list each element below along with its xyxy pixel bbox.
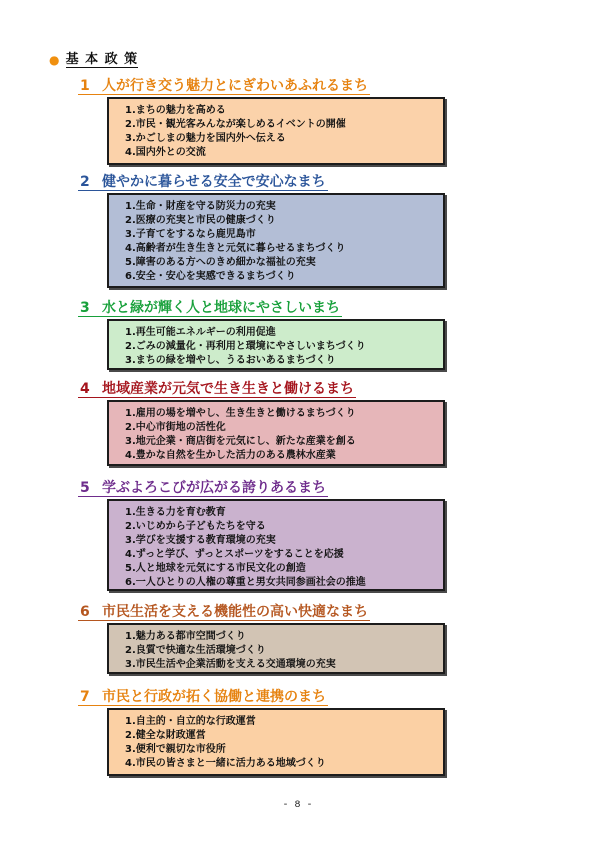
policy-item: 4.市民の皆さまと一緒に活力ある地域づくり xyxy=(125,758,326,769)
policy-item: 4.ずっと学び、ずっとスポーツをすることを応援 xyxy=(125,549,344,560)
page-header xyxy=(49,52,138,68)
policy-title: 市民と行政が拓く協働と連携のまち xyxy=(102,689,326,705)
policy-box-6 xyxy=(107,623,445,674)
policy-number: 2 xyxy=(80,174,90,190)
policy-item: 2.健全な財政運営 xyxy=(125,730,206,741)
policy-title: 地域産業が元気で生き生きと働けるまち xyxy=(102,381,354,397)
policy-heading-7 xyxy=(78,690,328,706)
policy-number: 6 xyxy=(80,604,90,620)
policy-item: 3.まちの緑を増やし、うるおいあるまちづくり xyxy=(125,355,336,366)
policy-item: 3.子育てをするなら鹿児島市 xyxy=(125,229,256,240)
policy-item: 1.自主的・自立的な行政運営 xyxy=(125,716,256,727)
policy-number: 3 xyxy=(80,300,90,316)
policy-title: 学ぶよろこびが広がる誇りあるまち xyxy=(102,480,326,496)
policy-box-4 xyxy=(107,400,445,466)
policy-title: 人が行き交う魅力とにぎわいあふれるまち xyxy=(102,78,368,94)
policy-item: 3.便利で親切な市役所 xyxy=(125,744,226,755)
policy-heading-4 xyxy=(78,382,356,398)
policy-item: 5.人と地球を元気にする市民文化の創造 xyxy=(125,563,306,574)
page-title: 基 本 政 策 xyxy=(65,52,139,67)
policy-item: 6.安全・安心を実感できるまちづくり xyxy=(125,271,296,282)
policy-number: 4 xyxy=(80,381,90,397)
policy-number: 7 xyxy=(80,689,90,705)
policy-item: 2.医療の充実と市民の健康づくり xyxy=(125,215,276,226)
policy-box-2 xyxy=(107,193,445,288)
policy-item: 3.かごしまの魅力を国内外へ伝える xyxy=(125,133,286,144)
policy-heading-5 xyxy=(78,481,328,497)
policy-box-7 xyxy=(107,708,445,776)
policy-item: 6.一人ひとりの人権の尊重と男女共同参画社会の推進 xyxy=(125,577,366,588)
policy-item: 2.中心市街地の活性化 xyxy=(125,422,226,433)
policy-heading-1 xyxy=(78,79,370,95)
policy-item: 3.市民生活や企業活動を支える交通環境の充実 xyxy=(125,659,336,670)
policy-number: 1 xyxy=(80,78,90,94)
policy-title: 市民生活を支える機能性の高い快適なまち xyxy=(102,604,368,620)
policy-item: 4.高齢者が生き生きと元気に暮らせるまちづくり xyxy=(125,243,346,254)
policy-box-5 xyxy=(107,499,445,591)
policy-item: 1.再生可能エネルギーの利用促進 xyxy=(125,327,276,338)
policy-item: 1.まちの魅力を高める xyxy=(125,105,226,116)
page-number: - 8 - xyxy=(282,800,313,811)
policy-item: 2.ごみの減量化・再利用と環境にやさしいまちづくり xyxy=(125,341,366,352)
policy-item: 1.雇用の場を増やし、生き生きと働けるまちづくり xyxy=(125,408,356,419)
policy-title: 水と緑が輝く人と地球にやさしいまち xyxy=(102,300,340,316)
policy-item: 1.生きる力を育む教育 xyxy=(125,507,226,518)
policy-item: 1.魅力ある都市空間づくり xyxy=(125,631,246,642)
policy-box-3 xyxy=(107,319,445,370)
policy-item: 4.国内外との交流 xyxy=(125,147,206,158)
policy-item: 2.市民・観光客みんなが楽しめるイベントの開催 xyxy=(125,119,346,130)
policy-item: 3.地元企業・商店街を元気にし、新たな産業を創る xyxy=(125,436,356,447)
policy-title: 健やかに暮らせる安全で安心なまち xyxy=(102,174,326,190)
policy-item: 2.いじめから子どもたちを守る xyxy=(125,521,266,532)
policy-heading-3 xyxy=(78,301,342,317)
policy-item: 1.生命・財産を守る防災力の充実 xyxy=(125,201,276,212)
policy-heading-2 xyxy=(78,175,328,191)
policy-box-1 xyxy=(107,97,445,165)
policy-heading-6 xyxy=(78,605,370,621)
policy-item: 5.障害のある方へのきめ細かな福祉の充実 xyxy=(125,257,316,268)
policy-number: 5 xyxy=(80,480,90,496)
policy-item: 4.豊かな自然を生かした活力のある農林水産業 xyxy=(125,450,336,461)
policy-item: 3.学びを支援する教育環境の充実 xyxy=(125,535,276,546)
bullet-icon: ● xyxy=(49,53,60,67)
policy-item: 2.良質で快適な生活環境づくり xyxy=(125,645,266,656)
